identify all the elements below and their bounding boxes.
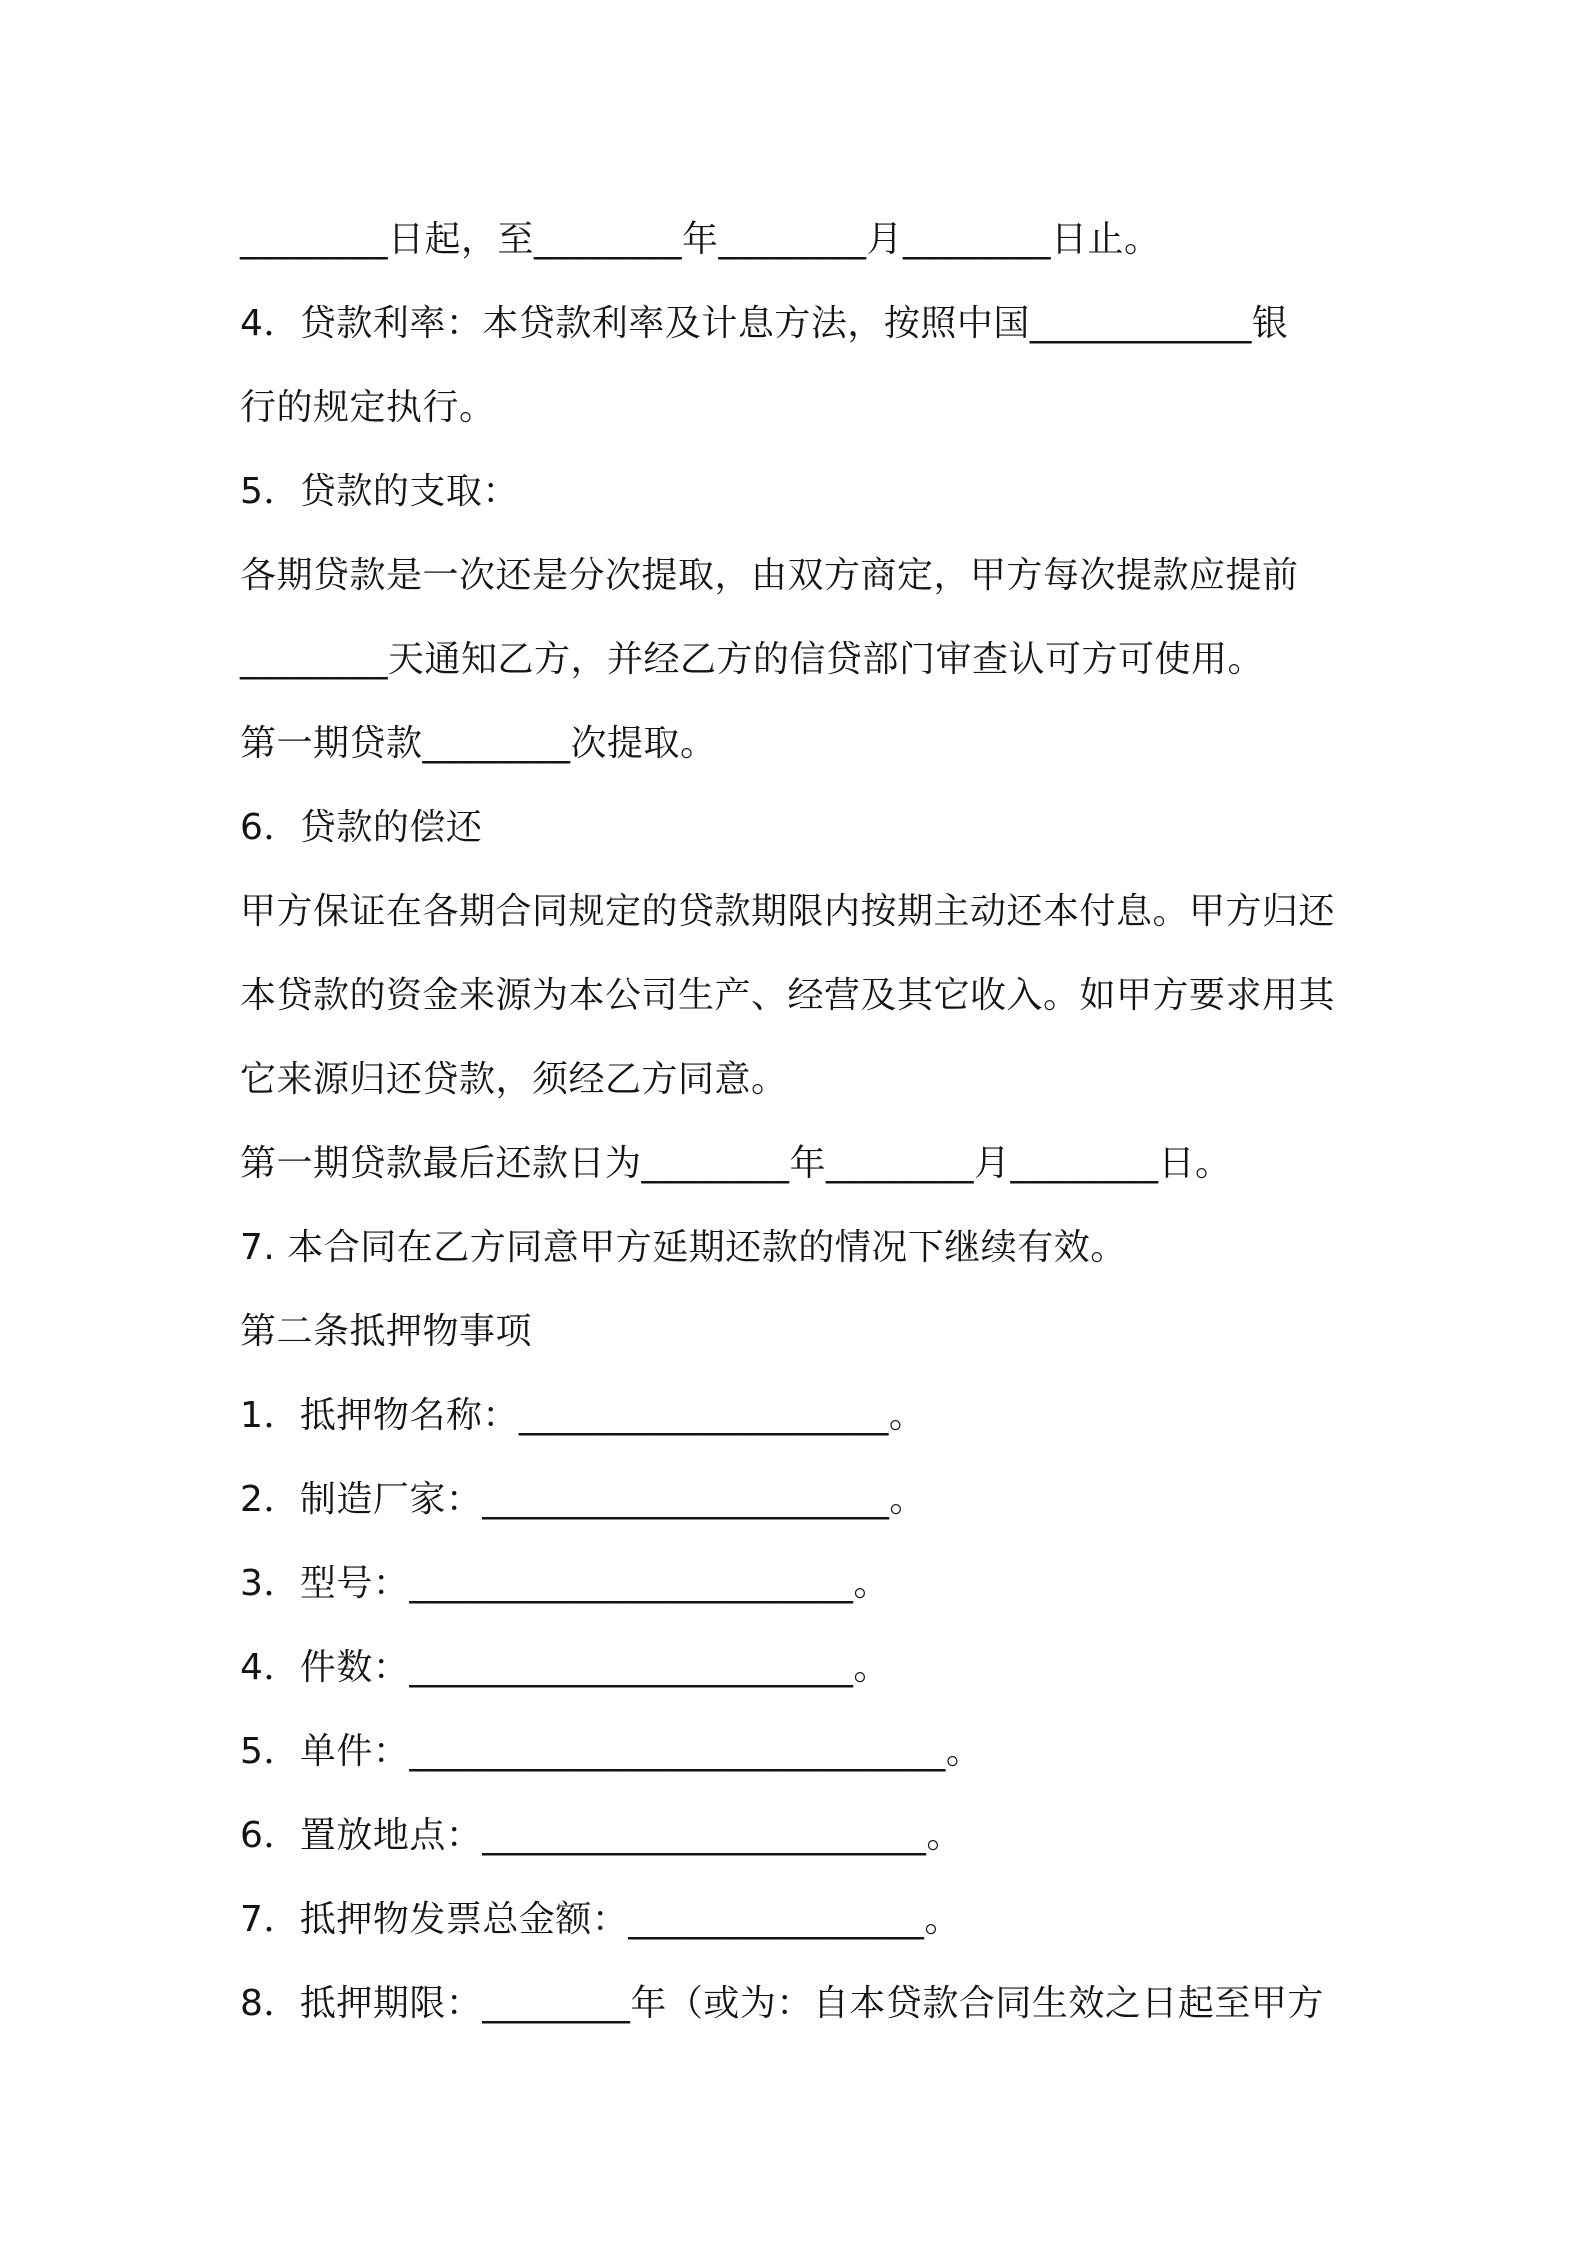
- withdrawal-paragraph-line-2: ________天通知乙方，并经乙方的信贷部门审查认可方可使用。: [240, 639, 1265, 680]
- mortgage-term-field: 8．抵押期限：________年（或为：自本贷款合同生效之日起至甲方: [240, 1983, 1324, 2024]
- interest-rate-clause-cont: 行的规定执行。: [240, 387, 496, 428]
- invoice-amount-field: 7．抵押物发票总金额：________________。: [240, 1899, 961, 1940]
- extension-clause: 7. 本合同在乙方同意甲方延期还款的情况下继续有效。: [240, 1227, 1127, 1268]
- withdrawal-paragraph-line-1: 各期贷款是一次还是分次提取，由双方商定，甲方每次提款应提前: [240, 555, 1299, 596]
- location-field: 6．置放地点：________________________。: [240, 1815, 963, 1856]
- repayment-paragraph-line-1: 甲方保证在各期合同规定的贷款期限内按期主动还本付息。甲方归还: [240, 891, 1336, 932]
- article-two-heading: 第二条抵押物事项: [240, 1311, 533, 1352]
- manufacturer-field: 2．制造厂家：______________________。: [240, 1479, 926, 1520]
- repayment-heading: 6．贷款的偿还: [240, 807, 483, 848]
- unit-field: 5．单件：_____________________________。: [240, 1731, 983, 1772]
- interest-rate-clause: 4．贷款利率：本贷款利率及计息方法，按照中国____________银: [240, 303, 1289, 344]
- model-field: 3．型号：________________________。: [240, 1563, 890, 1604]
- document-body: [240, 198, 1360, 2046]
- quantity-field: 4．件数：________________________。: [240, 1647, 890, 1688]
- repayment-paragraph-line-3: 它来源归还贷款，须经乙方同意。: [240, 1059, 788, 1100]
- first-installment-withdrawal: 第一期贷款________次提取。: [240, 723, 717, 764]
- collateral-name-field: 1．抵押物名称：____________________。: [240, 1395, 926, 1436]
- loan-period-end-line: ________日起，至________年________月________日止。: [240, 219, 1161, 260]
- withdrawal-heading: 5．贷款的支取：: [240, 471, 519, 512]
- first-installment-due-date: 第一期贷款最后还款日为________年________月________日。: [240, 1143, 1232, 1184]
- repayment-paragraph-line-2: 本贷款的资金来源为本公司生产、经营及其它收入。如甲方要求用其: [240, 975, 1336, 1016]
